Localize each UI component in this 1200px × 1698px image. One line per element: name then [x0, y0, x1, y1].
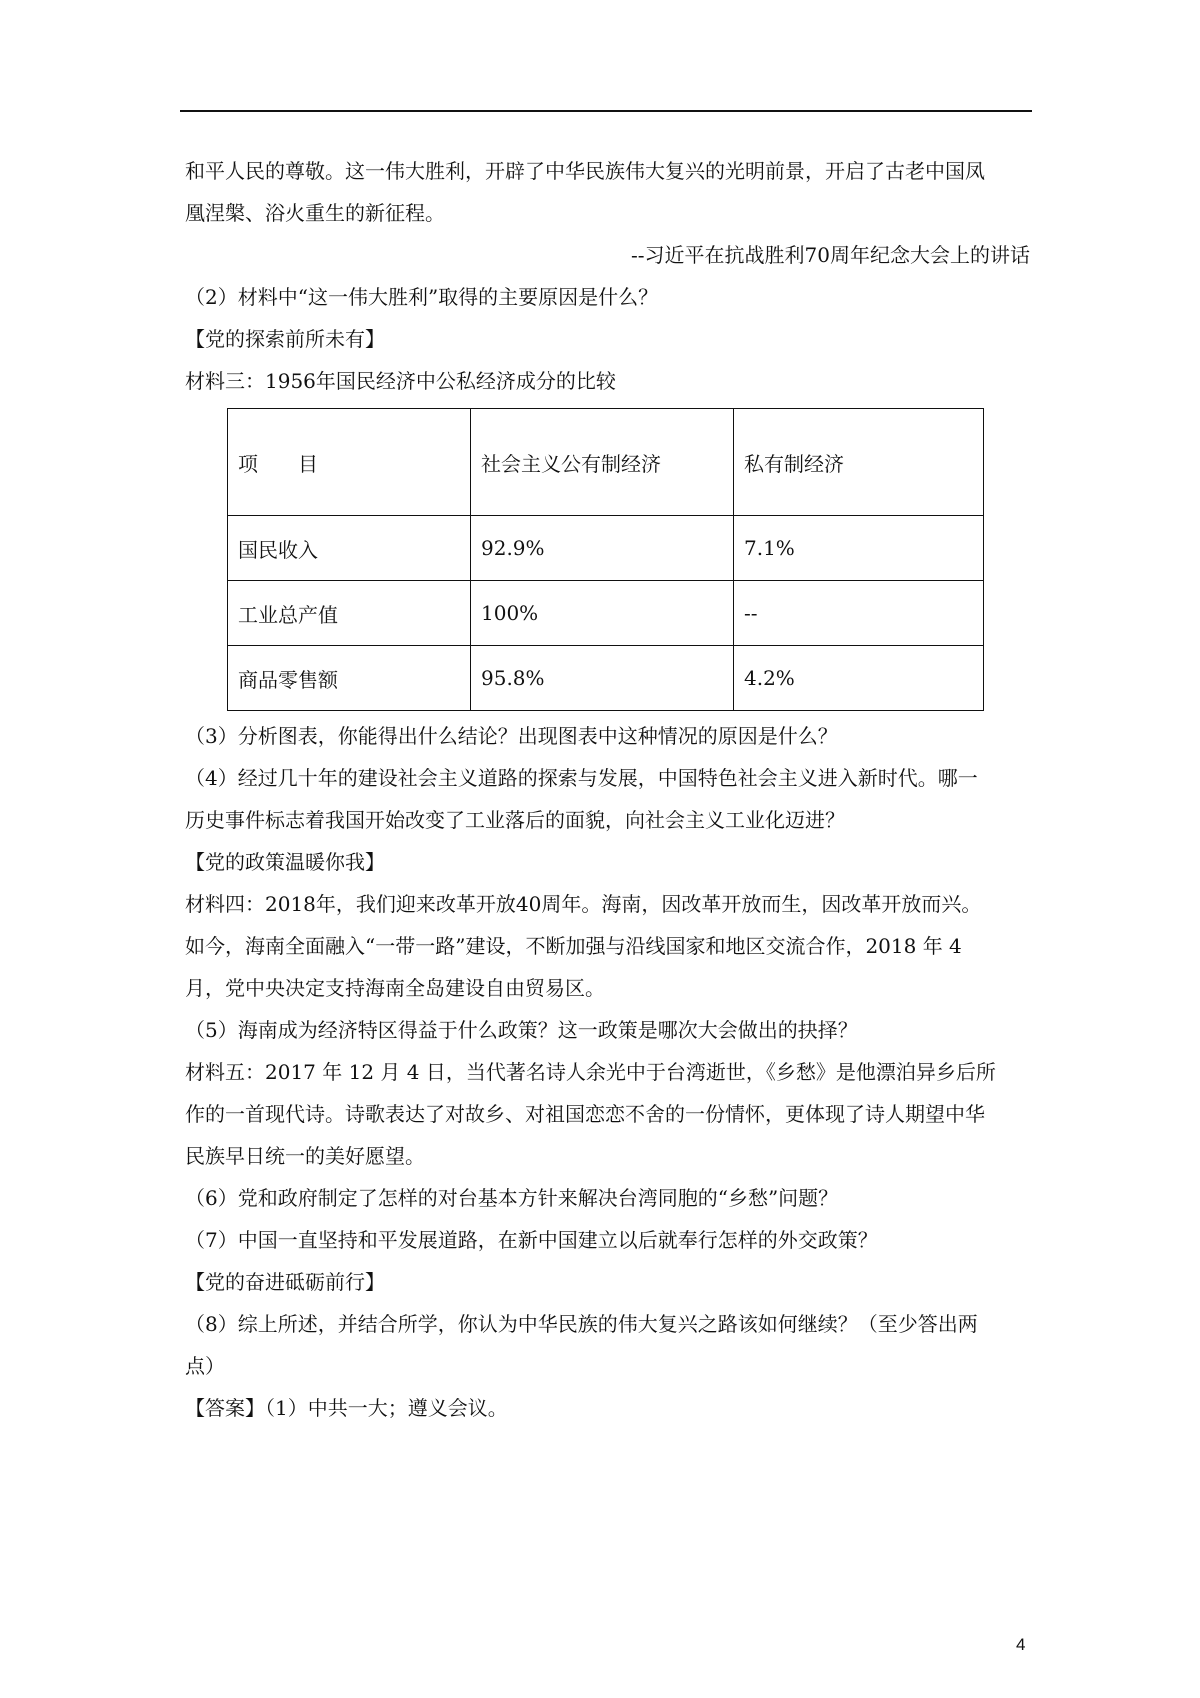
material-3-title: 材料三：1956年国民经济中公私经济成分的比较	[185, 369, 616, 393]
paragraph-line: 和平人民的尊敬。这一伟大胜利，开辟了中华民族伟大复兴的光明前景，开启了古老中国凤	[185, 159, 985, 183]
table-cell: 95.8%	[471, 646, 734, 711]
material-4: 材料四：2018年，我们迎来改革开放40周年。海南，因改革开放而生，因改革开放而兴。	[185, 892, 982, 916]
question-8: 点）	[185, 1354, 225, 1378]
answer: 【答案】（1）中共一大；遵义会议。	[185, 1396, 508, 1420]
table-cell: 国民收入	[228, 516, 471, 581]
table-cell: 商品零售额	[228, 646, 471, 711]
material-4: 月，党中央决定支持海南全岛建设自由贸易区。	[185, 976, 605, 1000]
question-4: 历史事件标志着我国开始改变了工业落后的面貌，向社会主义工业化迈进？	[185, 808, 845, 832]
question-5: （5）海南成为经济特区得益于什么政策？这一政策是哪次大会做出的抉择？	[185, 1018, 858, 1042]
table-cell: 100%	[471, 581, 734, 646]
question-8: （8）综上所述，并结合所学，你认为中华民族的伟大复兴之路该如何继续？（至少答出两	[185, 1312, 978, 1336]
material-4: 如今，海南全面融入“一带一路”建设，不断加强与沿线国家和地区交流合作，2018 年 4	[185, 934, 962, 958]
section-heading: 【党的奋进砥砺前行】	[185, 1270, 385, 1294]
question-2: （2）材料中“这一伟大胜利”取得的主要原因是什么？	[185, 285, 659, 309]
paragraph-line: 凰涅槃、浴火重生的新征程。	[185, 201, 445, 225]
table-cell: 工业总产值	[228, 581, 471, 646]
question-7: （7）中国一直坚持和平发展道路，在新中国建立以后就奉行怎样的外交政策？	[185, 1228, 878, 1252]
table-header-cell: 社会主义公有制经济	[471, 409, 734, 516]
table-cell: --	[734, 581, 984, 646]
question-6: （6）党和政府制定了怎样的对台基本方针来解决台湾同胞的“乡愁”问题？	[185, 1186, 839, 1210]
table-cell: 92.9%	[471, 516, 734, 581]
header-rule	[180, 110, 1032, 112]
table-row	[228, 646, 984, 711]
material-5: 民族早日统一的美好愿望。	[185, 1144, 425, 1168]
material-5: 作的一首现代诗。诗歌表达了对故乡、对祖国恋恋不舍的一份情怀，更体现了诗人期望中华	[185, 1102, 985, 1126]
table-header-cell: 项 目	[228, 409, 471, 516]
section-heading: 【党的政策温暖你我】	[185, 850, 385, 874]
section-heading: 【党的探索前所未有】	[185, 327, 385, 351]
question-3: （3）分析图表，你能得出什么结论？出现图表中这种情况的原因是什么？	[185, 724, 838, 748]
table-row	[228, 581, 984, 646]
table-header-row	[228, 409, 984, 516]
document-body	[185, 150, 1030, 1429]
citation: --习近平在抗战胜利70周年纪念大会上的讲话	[631, 243, 1030, 267]
comparison-table	[227, 408, 984, 711]
page-number: 4	[1016, 1635, 1026, 1654]
material-5: 材料五：2017 年 12 月 4 日，当代著名诗人余光中于台湾逝世，《乡愁》是他漂泊异乡后所	[185, 1060, 996, 1084]
table-cell: 7.1%	[734, 516, 984, 581]
table-cell: 4.2%	[734, 646, 984, 711]
table-row	[228, 516, 984, 581]
table-header-cell: 私有制经济	[734, 409, 984, 516]
question-4: （4）经过几十年的建设社会主义道路的探索与发展，中国特色社会主义进入新时代。哪一	[185, 766, 978, 790]
